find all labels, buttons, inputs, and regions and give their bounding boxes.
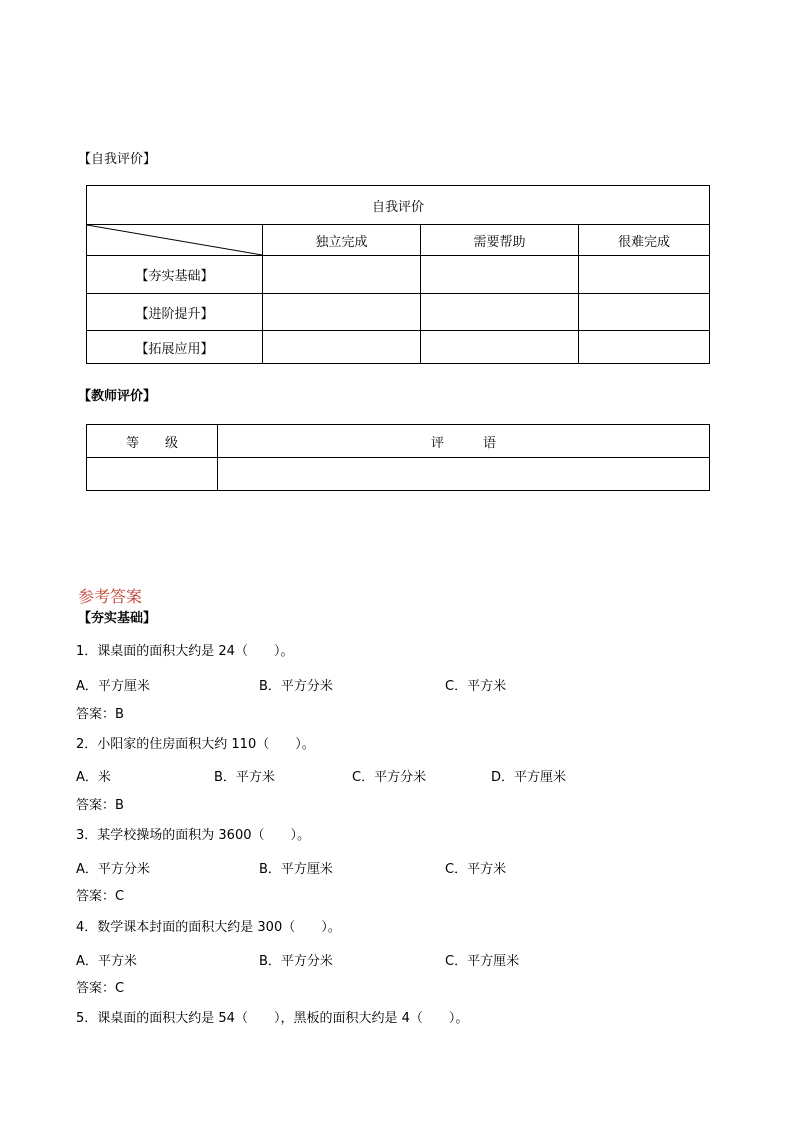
eval-cell[interactable] bbox=[421, 294, 579, 331]
diagonal-header-cell bbox=[87, 225, 263, 256]
question-1-answer: 答案：B bbox=[76, 707, 124, 722]
row-label-basic: 【夯实基础】 bbox=[87, 256, 263, 294]
question-3-answer: 答案：C bbox=[76, 889, 125, 904]
column-header-independent: 独立完成 bbox=[263, 225, 421, 256]
question-4-option-b: B．平方分米 bbox=[259, 954, 333, 969]
comment-cell[interactable] bbox=[218, 458, 710, 491]
question-1: 1．课桌面的面积大约是 24（ ）。 bbox=[76, 644, 294, 659]
question-2-answer: 答案：B bbox=[76, 798, 124, 813]
eval-cell[interactable] bbox=[263, 331, 421, 364]
question-3-option-a: A．平方分米 bbox=[76, 862, 150, 877]
answers-title: 参考答案 bbox=[78, 587, 143, 606]
question-1-option-a: A．平方厘米 bbox=[76, 679, 150, 694]
eval-cell[interactable] bbox=[263, 256, 421, 294]
eval-cell[interactable] bbox=[421, 256, 579, 294]
column-header-need-help: 需要帮助 bbox=[421, 225, 579, 256]
question-3: 3．某学校操场的面积为 3600（ ）。 bbox=[76, 828, 310, 843]
question-4: 4．数学课本封面的面积大约是 300（ ）。 bbox=[76, 920, 341, 935]
teacher-eval-heading: 【教师评价】 bbox=[78, 389, 157, 404]
question-4-option-a: A．平方米 bbox=[76, 954, 137, 969]
question-4-option-c: C．平方厘米 bbox=[445, 954, 520, 969]
teacher-eval-table bbox=[86, 424, 710, 491]
question-4-answer: 答案：C bbox=[76, 981, 125, 996]
eval-cell[interactable] bbox=[579, 331, 710, 364]
question-2: 2．小阳家的住房面积大约 110（ ）。 bbox=[76, 737, 315, 752]
question-5: 5．课桌面的面积大约是 54（ ），黑板的面积大约是 4（ ）。 bbox=[76, 1011, 469, 1026]
self-eval-table-title: 自我评价 bbox=[87, 186, 710, 225]
question-2-option-a: A．米 bbox=[76, 770, 111, 785]
question-2-option-d: D．平方厘米 bbox=[491, 770, 567, 785]
question-1-option-b: B．平方分米 bbox=[259, 679, 333, 694]
eval-cell[interactable] bbox=[421, 331, 579, 364]
question-3-option-b: B．平方厘米 bbox=[259, 862, 333, 877]
row-label-extension: 【拓展应用】 bbox=[87, 331, 263, 364]
question-1-option-c: C．平方米 bbox=[445, 679, 507, 694]
diagonal-line bbox=[87, 225, 262, 255]
eval-cell[interactable] bbox=[263, 294, 421, 331]
level-cell[interactable] bbox=[87, 458, 218, 491]
question-2-option-c: C．平方分米 bbox=[352, 770, 427, 785]
column-header-comment: 评 语 bbox=[218, 425, 710, 458]
column-header-level: 等 级 bbox=[87, 425, 218, 458]
eval-cell[interactable] bbox=[579, 294, 710, 331]
question-3-option-c: C．平方米 bbox=[445, 862, 507, 877]
self-eval-table bbox=[86, 185, 710, 364]
eval-cell[interactable] bbox=[579, 256, 710, 294]
question-2-option-b: B．平方米 bbox=[214, 770, 275, 785]
row-label-advanced: 【进阶提升】 bbox=[87, 294, 263, 331]
self-eval-heading: 【自我评价】 bbox=[78, 152, 157, 167]
column-header-difficult: 很难完成 bbox=[579, 225, 710, 256]
answers-section-heading: 【夯实基础】 bbox=[78, 611, 157, 626]
